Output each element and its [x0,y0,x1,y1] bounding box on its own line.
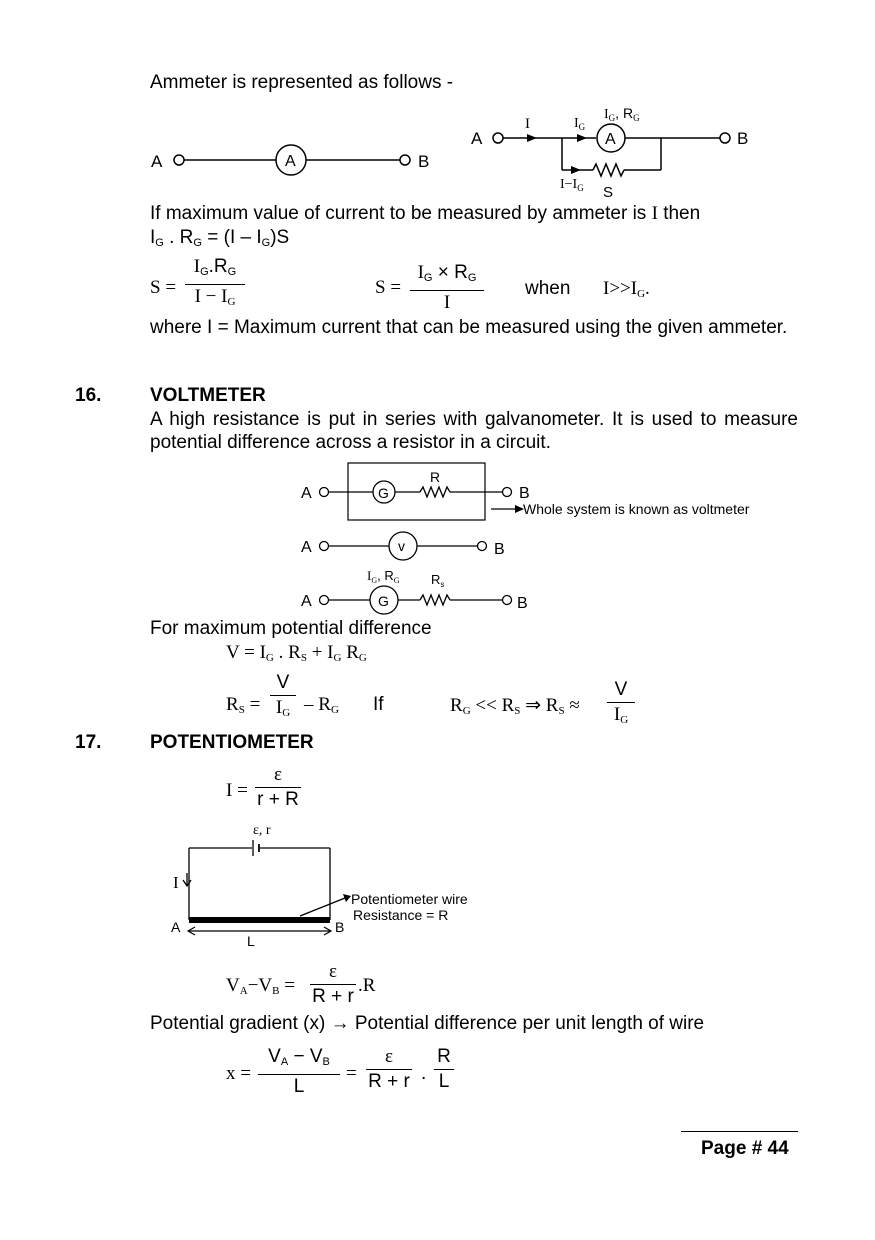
current-label: I [173,873,179,892]
svg-text:B: B [494,541,505,558]
page-number: Page # 44 [701,1138,789,1159]
svg-text:A: A [171,919,181,935]
footer-rule [681,1131,798,1132]
gradient-fraction-1: $V_A - V_B$ L [258,1046,340,1098]
shunt-current-label: $I-I_G$ [560,177,584,193]
voltmeter-diagram [295,458,805,618]
gradient-equals: = [346,1063,357,1084]
shunt-approx-lhs: S = [375,277,402,298]
ammeter-shunt-diagram [465,100,765,200]
current-i-label: I [525,116,530,132]
svg-text:B: B [517,595,528,612]
shunt-s-label: S [603,184,614,200]
va-vb-lhs: $V_A-V_B$ = [226,975,295,997]
svg-text:G: G [378,593,389,609]
node-a-label: A [471,129,483,148]
svg-text:Potentiometer wire: Potentiometer wire [351,891,468,907]
svg-text:L: L [247,933,255,949]
voltmeter-equation-1: $V = I_G$ . $R_S + I_G$ $R_G$ [226,642,367,664]
current-formula-lhs: I = [226,780,248,801]
svg-text:A: A [301,539,312,556]
condition: $I>>I_G$. [603,278,650,300]
where-paragraph: where I = Maximum current that can be measured using the given ammeter. [150,317,788,338]
va-vb-tail: .R [358,975,376,996]
gradient-lhs: x = [226,1063,251,1084]
gradient-dot: . [421,1063,427,1084]
ig-rg-label: $I_G$, $R_G$ [604,105,640,123]
node-a-label: A [151,152,163,171]
svg-text:IG, RG: $I_G$, $R_G$ [367,568,400,585]
node-b-label: B [737,129,749,148]
ammeter-text-line: If maximum value of current to be measured by ammeter is I then [150,203,701,224]
node-b-label: B [418,152,430,171]
galvanometer-label: G [378,485,389,501]
svg-text:Resistance = R: Resistance = R [353,907,449,923]
svg-text:B: B [335,919,345,935]
voltmeter-heading: VOLTMETER [150,385,266,406]
voltmeter-note: Whole system is known as voltmeter [523,501,750,517]
emf-label: ε, r [253,823,271,838]
shunt-approx-fraction: $I_G \times R_G$ I [410,262,484,314]
ammeter-meter-label: A [285,153,296,170]
ammeter-meter-label: A [605,131,616,148]
va-vb-fraction: ε R + r [310,961,356,1008]
rs-approx-fraction: V $I_G$ [607,679,635,731]
ammeter-intro: Ammeter is represented as follows - [150,72,454,93]
gradient-definition: Potential gradient (x) → Potential difference per unit length of wire [150,1013,705,1034]
ammeter-symbol-diagram [145,140,445,180]
voltmeter-symbol-label: v [398,538,405,554]
svg-text:B: B [519,485,530,502]
section-number: 16. [75,385,102,406]
section-number: 17. [75,732,102,753]
voltmeter-paragraph: A high resistance is put in series with galvanometer. It is used to measure potential difference across a resistor in a circuit. [150,409,798,453]
voltmeter-line: For maximum potential difference [150,618,432,639]
rs-formula-tail: – $R_G$ [304,694,339,716]
shunt-formula-fraction: $I_G.R_G$ $I - I_G$ [185,256,245,313]
ammeter-equation: $I_G$ . $R_G = (I - I_G)S$ [150,227,290,249]
when-label: when [525,278,571,299]
rs-formula-fraction: V $I_G$ [270,672,296,724]
gradient-fraction-3: R L [434,1046,454,1093]
svg-text:Rs: $R_s$ [431,572,445,589]
svg-text:A: A [301,593,312,610]
potentiometer-diagram [165,818,505,950]
shunt-formula-lhs: S = [150,277,177,298]
potentiometer-wire [189,917,330,923]
svg-text:A: A [301,485,312,502]
rs-condition: $R_G << R_S$ ⇒ $R_S$ ≈ [450,695,580,717]
current-formula-fraction: ε r + R [255,764,301,811]
if-label: If [373,694,384,715]
potentiometer-heading: POTENTIOMETER [150,732,314,753]
rs-formula-lhs: $R_S$ = [226,694,261,716]
gradient-fraction-2: ε R + r [366,1046,412,1093]
resistor-label: R [430,469,441,485]
svg-text:IG: $I_G$ [574,116,586,132]
